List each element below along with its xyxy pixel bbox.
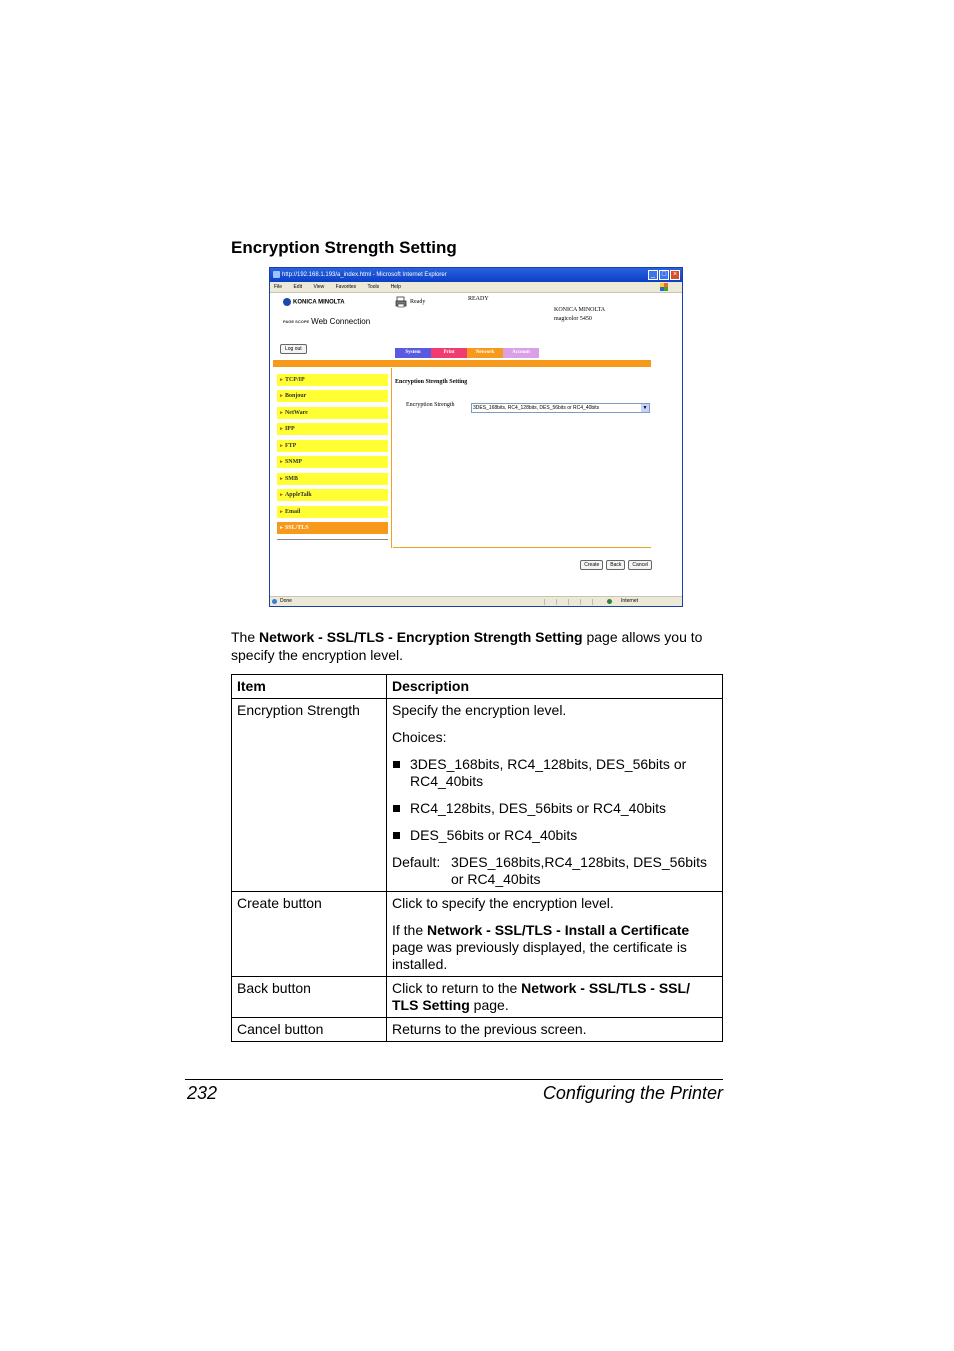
description-table: [231, 674, 723, 1042]
sidebar-item-tcpip[interactable]: ►TCP/IP: [277, 374, 388, 386]
logout-button[interactable]: Log out: [280, 344, 307, 354]
sidebar: [273, 368, 392, 548]
item-create: Create button: [232, 892, 387, 977]
back-button[interactable]: Back: [606, 560, 625, 570]
menu-favorites[interactable]: Favorites: [335, 284, 357, 290]
create-button[interactable]: Create: [580, 560, 603, 570]
sidebar-item-snmp[interactable]: ►SNMP: [277, 456, 388, 468]
status-done: Done: [280, 598, 292, 604]
page-title: Encryption Strength Setting: [395, 379, 468, 385]
table-row: [232, 1018, 723, 1042]
chapter-title: Configuring the Printer: [542, 1083, 723, 1103]
table-row: [232, 977, 723, 1018]
menu-edit[interactable]: Edit: [293, 284, 303, 290]
sidebar-item-appletalk[interactable]: ►AppleTalk: [277, 489, 388, 501]
encryption-strength-value: 3DES_168bits, RC4_128bits, DES_56bits or RC4_40bits: [473, 405, 600, 411]
desc-encryption-strength: Specify the encryption level. Choices: 3DES_168bits, RC4_128bits, DES_56bits or RC4_40bits RC4_128bits, DES_56bits or RC4_40bits DES_56bits or RC4_40bits Default: 3DES_168bits,RC4_128bits, DES_56bits or RC4_40bits: [387, 699, 723, 892]
web-page: [273, 293, 679, 597]
encryption-strength-select[interactable]: [471, 403, 650, 413]
tab-system[interactable]: System: [395, 348, 431, 358]
item-back: Back button: [232, 977, 387, 1018]
sidebar-item-netware[interactable]: ►NetWare: [277, 407, 388, 419]
browser-menubar: [270, 282, 682, 293]
default-value: Default: 3DES_168bits,RC4_128bits, DES_56bits or RC4_40bits: [392, 854, 708, 887]
sidebar-item-ftp[interactable]: ►FTP: [277, 440, 388, 452]
item-encryption-strength: Encryption Strength: [232, 699, 387, 892]
model-name: magicolor 5450: [554, 316, 592, 322]
close-icon[interactable]: ×: [670, 270, 680, 280]
encryption-strength-label: Encryption Strength: [406, 402, 455, 408]
desc-cancel: Returns to the previous screen.: [387, 1018, 723, 1042]
intro-paragraph: The Network - SSL/TLS - Encryption Strength Setting page allows you to specify the encryption level.: [231, 629, 703, 663]
table-header-row: [232, 675, 723, 699]
ie-icon: [273, 271, 280, 278]
chevron-down-icon[interactable]: ▼: [642, 405, 648, 411]
cancel-button[interactable]: Cancel: [628, 560, 652, 570]
desc-create: Click to specify the encryption level. If the Network - SSL/TLS - Install a Certificate page was previously displayed, the certificate is installed.: [387, 892, 723, 977]
sidebar-item-smb[interactable]: ►SMB: [277, 473, 388, 485]
tab-network[interactable]: Network: [467, 348, 503, 358]
menu-tools[interactable]: Tools: [367, 284, 380, 290]
page-icon: [272, 599, 277, 604]
windows-logo-icon: [660, 283, 668, 291]
browser-statusbar: [270, 596, 682, 606]
content-divider: [393, 547, 651, 548]
sidebar-item-ssl-tls[interactable]: ►SSL/TLS: [277, 522, 388, 534]
browser-screenshot: [269, 267, 683, 607]
app-name: Web Connection: [311, 317, 371, 326]
desc-back: Click to return to the Network - SSL/TLS - SSL/ TLS Setting page.: [387, 977, 723, 1018]
menu-view[interactable]: View: [313, 284, 325, 290]
browser-title: http://192.168.1.193/a_index.html - Microsoft Internet Explorer: [282, 272, 447, 278]
maximize-icon[interactable]: □: [659, 270, 669, 280]
section-heading: Encryption Strength Setting: [231, 238, 457, 257]
table-row: [232, 892, 723, 977]
footer-rule: [185, 1079, 723, 1080]
header-item: Item: [232, 675, 387, 699]
table-row: [232, 699, 723, 892]
header-divider: [273, 360, 651, 367]
choice-item: DES_56bits or RC4_40bits: [392, 827, 717, 844]
minimize-icon[interactable]: _: [648, 270, 658, 280]
choice-item: RC4_128bits, DES_56bits or RC4_40bits: [392, 800, 717, 817]
sidebar-item-bonjour[interactable]: ►Bonjour: [277, 390, 388, 402]
sidebar-item-ipp[interactable]: ►IPP: [277, 423, 388, 435]
item-cancel: Cancel button: [232, 1018, 387, 1042]
sidebar-divider: [277, 539, 388, 540]
tab-account[interactable]: Account: [503, 348, 539, 358]
choice-item: 3DES_168bits, RC4_128bits, DES_56bits or RC4_40bits: [392, 756, 717, 790]
tab-print[interactable]: Print: [431, 348, 467, 358]
pagescope-logo: PAGE SCOPE Web Connection: [283, 317, 371, 326]
sidebar-item-email[interactable]: ►Email: [277, 506, 388, 518]
menu-help[interactable]: Help: [390, 284, 401, 290]
tab-bar: [395, 348, 539, 358]
menu-file[interactable]: File: [274, 284, 283, 290]
konica-minolta-logo: KONICA MINOLTA: [283, 298, 345, 306]
model-brand: KONICA MINOLTA: [554, 307, 606, 313]
printer-icon: [395, 296, 407, 308]
status-panels: [544, 599, 604, 605]
printer-status: READY: [468, 296, 489, 302]
status-zone: Internet: [621, 598, 638, 604]
internet-zone-icon: [607, 599, 612, 604]
printer-status-small: Ready: [410, 299, 426, 305]
page-number: 232: [187, 1083, 218, 1103]
browser-titlebar: [270, 268, 682, 282]
header-description: Description: [387, 675, 723, 699]
